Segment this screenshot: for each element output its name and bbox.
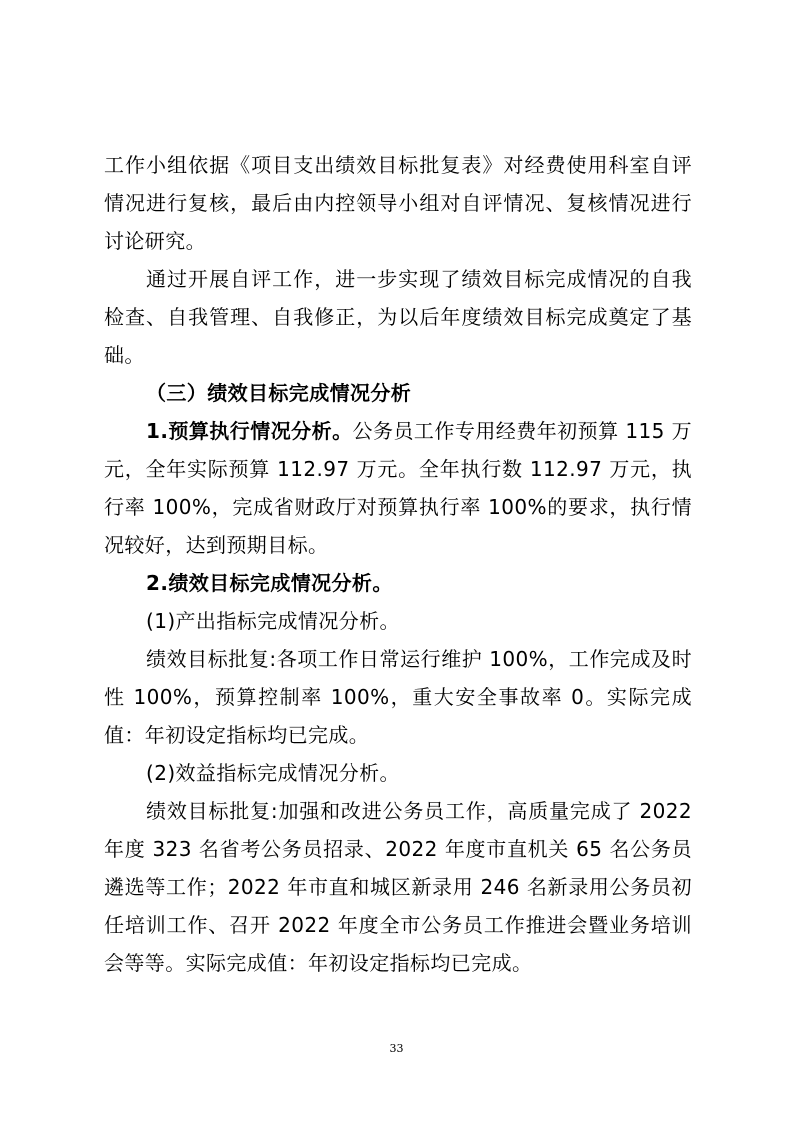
subheading-target-completion: 2.绩效目标完成情况分析。 xyxy=(146,571,393,595)
paragraph-budget-execution xyxy=(104,412,692,564)
subheading-budget-execution: 1.预算执行情况分析。 xyxy=(146,419,353,443)
document-body xyxy=(104,146,692,982)
page-number: 33 xyxy=(389,1042,404,1055)
paragraph-output-indicators: 绩效目标批复:各项工作日常运行维护 100%，工作完成及时性 100%，预算控制率 100%，重大安全事故率 0。实际完成值：年初设定指标均已完成。 xyxy=(104,647,692,747)
paragraph-benefit-indicators-title: (2)效益指标完成情况分析。 xyxy=(146,761,400,785)
paragraph-self-evaluation: 通过开展自评工作，进一步实现了绩效目标完成情况的自我检查、自我管理、自我修正，为以后年度绩效目标完成奠定了基础。 xyxy=(104,267,692,367)
paragraph-review-process: 工作小组依据《项目支出绩效目标批复表》对经费使用科室自评情况进行复核，最后由内控领导小组对自评情况、复核情况进行讨论研究。 xyxy=(104,153,692,253)
budget-execution-text: 公务员工作专用经费年初预算 115 万元，全年实际预算 112.97 万元。全年执行数 112.97 万元，执行率 100%，完成省财政厅对预算执行率 100%的要求，执行情况较好，达到预期目标。 xyxy=(104,419,692,557)
section-heading-performance-analysis: （三）绩效目标完成情况分析 xyxy=(146,381,412,405)
paragraph-benefit-indicators: 绩效目标批复:加强和改进公务员工作，高质量完成了 2022 年度 323 名省考公务员招录、2022 年度市直机关 65 名公务员遴选等工作；2022 年市直和城区新录用 246 名新录用公务员初任培训工作、召开 2022 年度全市公务员工作推进会暨业务培训会等等。实际完成值：年初设定指标均已完成。 xyxy=(104,799,692,975)
paragraph-output-indicators-title: (1)产出指标完成情况分析。 xyxy=(146,609,400,633)
